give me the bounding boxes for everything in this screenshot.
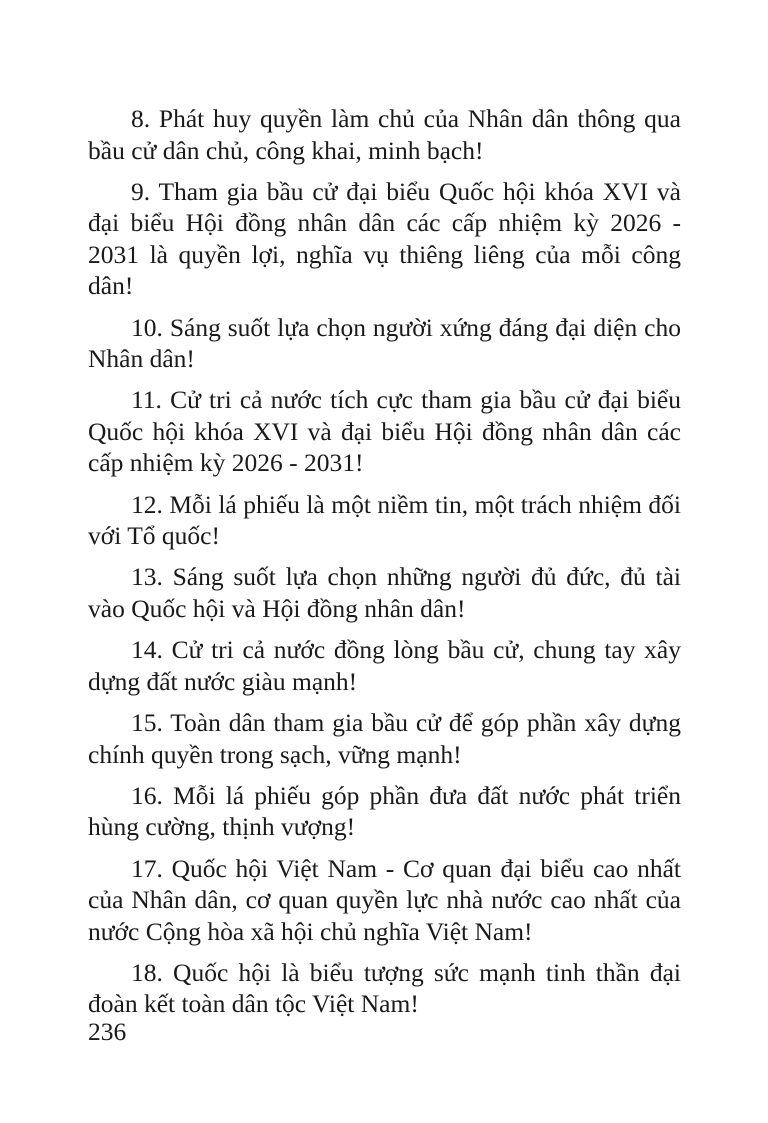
- slogan-item: 12. Mỗi lá phiếu là một niềm tin, một trách nhiệm đối với Tổ quốc!: [88, 489, 681, 551]
- slogan-list: [88, 103, 681, 1030]
- page-number: 236: [88, 1017, 127, 1046]
- slogan-item: 15. Toàn dân tham gia bầu cử để góp phần xây dựng chính quyền trong sạch, vững mạnh!: [88, 708, 681, 769]
- slogan-item: 9. Tham gia bầu cử đại biểu Quốc hội khóa XVI và đại biểu Hội đồng nhân dân các cấp nhiệm kỳ 2026 - 2031 là quyền lợi, nghĩa vụ thiêng liêng của mỗi công dân!: [88, 176, 681, 301]
- slogan-item: 13. Sáng suốt lựa chọn những người đủ đức, đủ tài vào Quốc hội và Hội đồng nhân dân!: [88, 562, 681, 623]
- slogan-item: 17. Quốc hội Việt Nam - Cơ quan đại biểu cao nhất của Nhân dân, cơ quan quyền lực nhà nước cao nhất của nước Cộng hòa xã hội chủ nghĩa Việt Nam!: [88, 853, 681, 946]
- slogan-item: 14. Cử tri cả nước đồng lòng bầu cử, chung tay xây dựng đất nước giàu mạnh!: [88, 635, 681, 696]
- slogan-item: 16. Mỗi lá phiếu góp phần đưa đất nước phát triển hùng cường, thịnh vượng!: [88, 780, 681, 842]
- slogan-item: 10. Sáng suốt lựa chọn người xứng đáng đại diện cho Nhân dân!: [88, 312, 681, 374]
- slogan-item: 8. Phát huy quyền làm chủ của Nhân dân thông qua bầu cử dân chủ, công khai, minh bạch!: [88, 104, 681, 165]
- slogan-item: 18. Quốc hội là biểu tượng sức mạnh tinh thần đại đoàn kết toàn dân tộc Việt Nam!: [88, 957, 681, 1019]
- slogan-item: 11. Cử tri cả nước tích cực tham gia bầu cử đại biểu Quốc hội khóa XVI và đại biểu Hội đồng nhân dân các cấp nhiệm kỳ 2026 - 2031!: [88, 385, 681, 478]
